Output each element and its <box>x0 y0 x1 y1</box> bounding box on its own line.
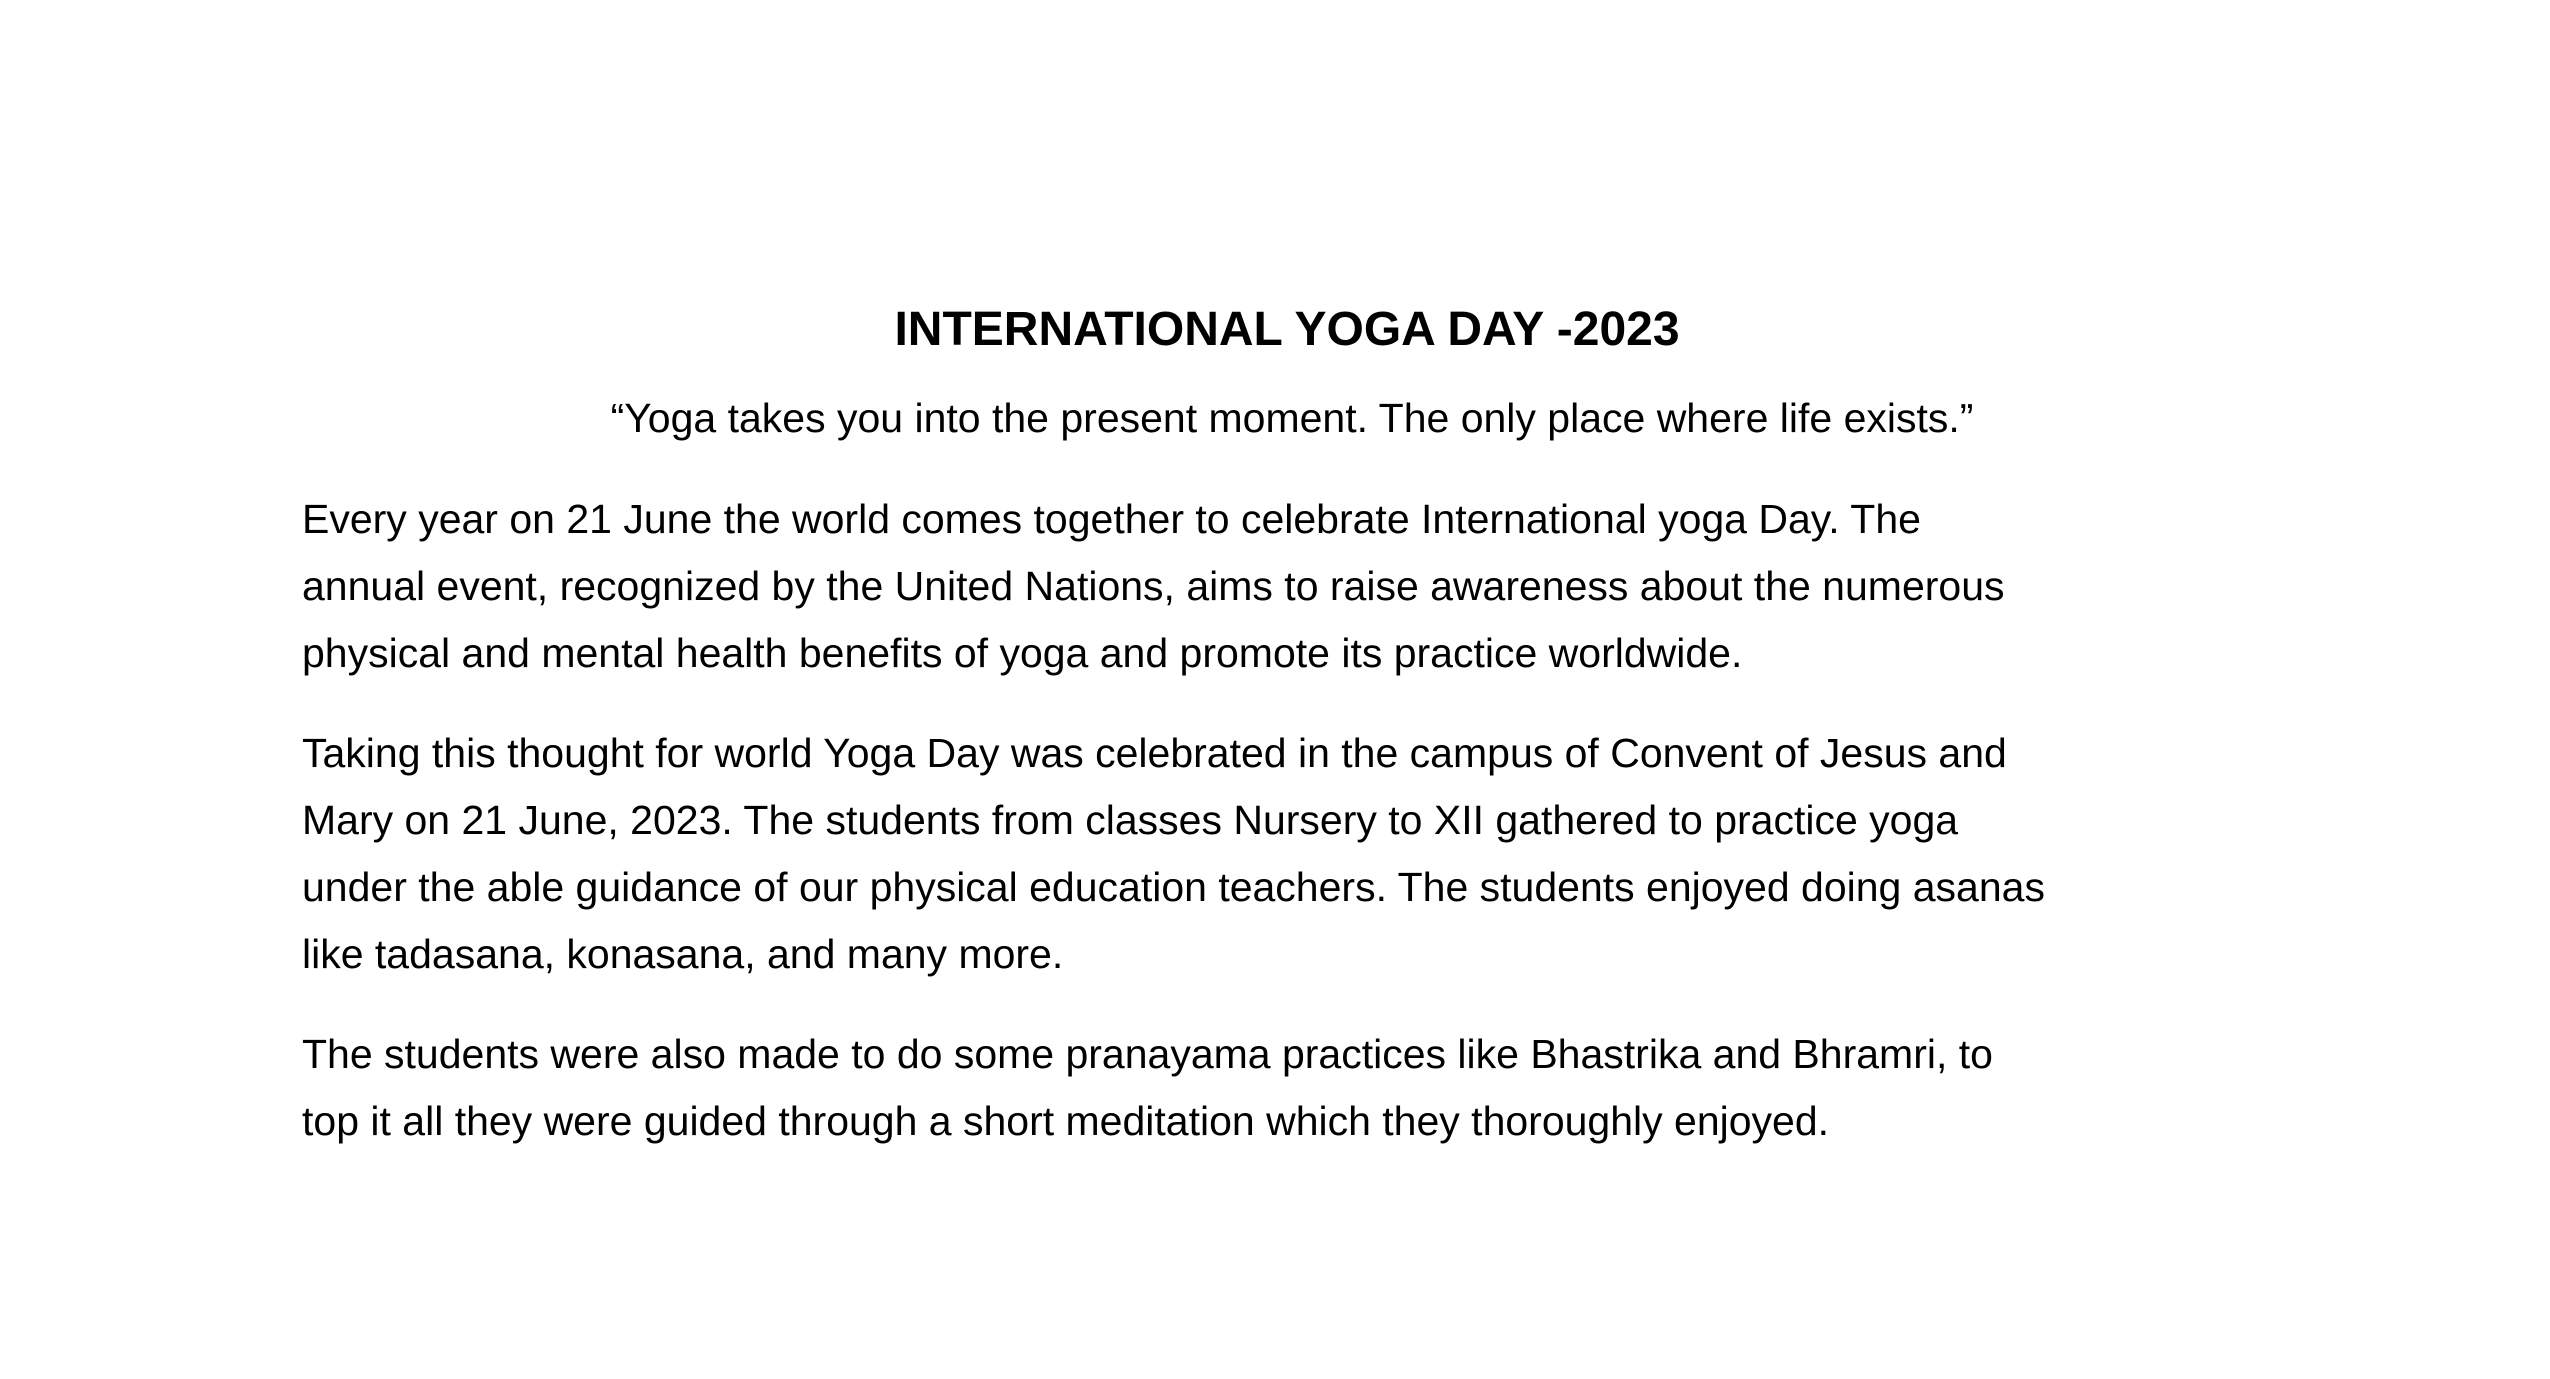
paragraph-line: Taking this thought for world Yoga Day was celebrated in the campus of Convent of Jesus and <box>302 730 2007 776</box>
paragraph-line: annual event, recognized by the United Nations, aims to raise awareness about the numerous <box>302 563 2005 609</box>
document-title: INTERNATIONAL YOGA DAY -2023 <box>894 303 1680 356</box>
paragraph-line: like tadasana, konasana, and many more. <box>302 931 1064 977</box>
paragraph-pranayama <box>302 1021 2262 1155</box>
paragraph-intro <box>302 486 2262 687</box>
paragraph-line: Every year on 21 June the world comes together to celebrate International yoga Day. The <box>302 496 1921 542</box>
paragraph-line: The students were also made to do some pranayama practices like Bhastrika and Bhramri, to <box>302 1031 1993 1077</box>
paragraph-line: top it all they were guided through a short meditation which they thoroughly enjoyed. <box>302 1098 1830 1144</box>
paragraph-celebration <box>302 720 2262 988</box>
paragraph-line: Mary on 21 June, 2023. The students from classes Nursery to XII gathered to practice yoga <box>302 797 1959 843</box>
document-body <box>302 300 2262 1188</box>
yoga-quote: “Yoga takes you into the present moment. The only place where life exists.” <box>610 395 1974 441</box>
paragraph-line: under the able guidance of our physical education teachers. The students enjoyed doing asanas <box>302 864 2045 910</box>
paragraph-line: physical and mental health benefits of yoga and promote its practice worldwide. <box>302 630 1743 676</box>
